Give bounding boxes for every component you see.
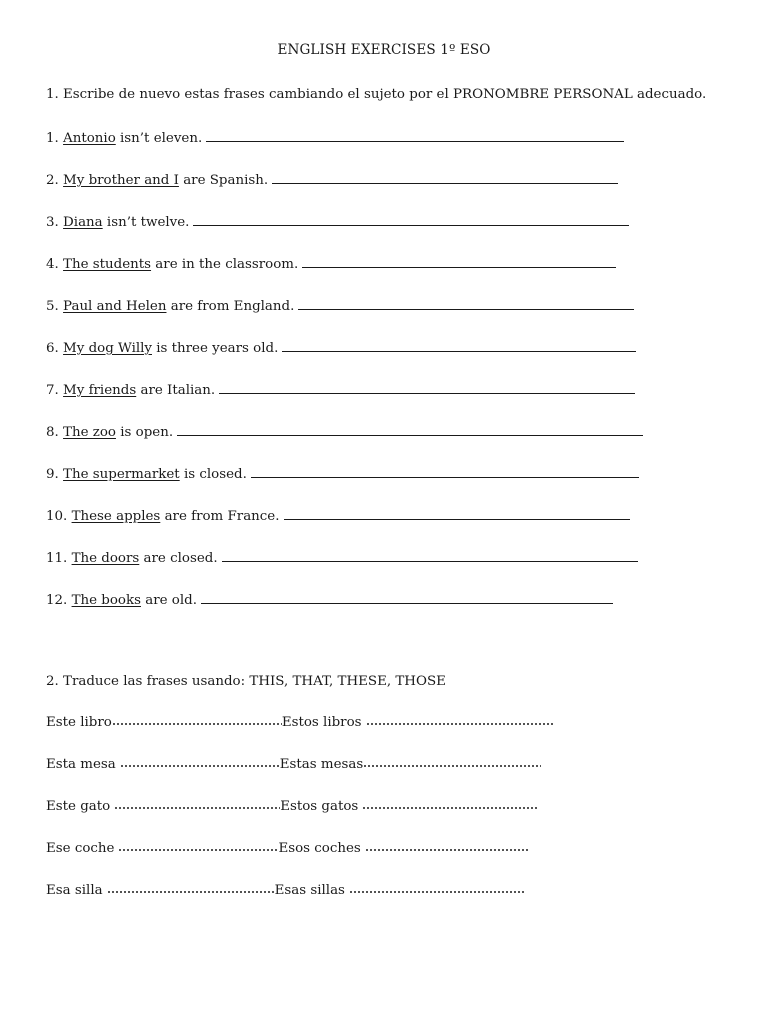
translation-left: Este libro bbox=[46, 715, 112, 730]
dotted-blank[interactable] bbox=[112, 722, 282, 726]
item-number: 1. bbox=[46, 131, 59, 146]
answer-blank[interactable] bbox=[206, 128, 624, 142]
dotted-blank[interactable] bbox=[362, 806, 538, 810]
item-number: 2. bbox=[46, 173, 59, 188]
answer-blank[interactable] bbox=[177, 422, 643, 436]
item-subject: The supermarket bbox=[63, 467, 180, 482]
item-number: 5. bbox=[46, 299, 59, 314]
exercise-item bbox=[46, 422, 643, 442]
item-rest: are in the classroom. bbox=[151, 257, 299, 272]
exercise-item bbox=[46, 380, 635, 400]
translation-right: Esas sillas bbox=[274, 883, 345, 898]
translation-left: Este gato bbox=[46, 799, 111, 814]
item-rest: are Italian. bbox=[136, 383, 216, 398]
item-subject: My friends bbox=[63, 383, 137, 398]
answer-blank[interactable] bbox=[302, 254, 616, 268]
item-number: 11. bbox=[46, 551, 68, 566]
item-rest: isn’t twelve. bbox=[102, 215, 190, 230]
dotted-blank[interactable] bbox=[118, 848, 278, 852]
dotted-blank[interactable] bbox=[366, 722, 554, 726]
item-subject: These apples bbox=[71, 509, 161, 524]
translation-row bbox=[46, 756, 541, 774]
exercise-item bbox=[46, 548, 638, 568]
item-number: 4. bbox=[46, 257, 59, 272]
item-rest: are closed. bbox=[139, 551, 218, 566]
answer-blank[interactable] bbox=[284, 506, 630, 520]
answer-blank[interactable] bbox=[272, 170, 618, 184]
item-rest: is closed. bbox=[179, 467, 247, 482]
item-rest: is three years old. bbox=[151, 341, 279, 356]
exercise-item bbox=[46, 128, 624, 148]
item-number: 12. bbox=[46, 593, 68, 608]
exercise-item bbox=[46, 212, 629, 232]
item-subject: Paul and Helen bbox=[63, 299, 167, 314]
answer-blank[interactable] bbox=[193, 212, 629, 226]
translation-row bbox=[46, 798, 538, 816]
answer-blank[interactable] bbox=[201, 590, 613, 604]
exercise-item bbox=[46, 506, 630, 526]
answer-blank[interactable] bbox=[282, 338, 636, 352]
section1-instruction: 1. Escribe de nuevo estas frases cambiando el sujeto por el PRONOMBRE PERSONAL adecuado. bbox=[46, 87, 707, 102]
exercise-item bbox=[46, 338, 636, 358]
answer-blank[interactable] bbox=[298, 296, 634, 310]
item-subject: The students bbox=[63, 257, 152, 272]
dotted-blank[interactable] bbox=[114, 806, 280, 810]
item-subject: The books bbox=[71, 593, 141, 608]
item-number: 6. bbox=[46, 341, 59, 356]
dotted-blank[interactable] bbox=[120, 764, 280, 768]
item-rest: are from France. bbox=[160, 509, 280, 524]
answer-blank[interactable] bbox=[251, 464, 639, 478]
item-number: 10. bbox=[46, 509, 68, 524]
item-subject: Diana bbox=[63, 215, 103, 230]
item-rest: isn’t eleven. bbox=[115, 131, 203, 146]
translation-right: Estas mesas bbox=[279, 757, 364, 772]
translation-right: Estos gatos bbox=[280, 799, 359, 814]
item-subject: The doors bbox=[71, 551, 140, 566]
item-rest: are old. bbox=[140, 593, 197, 608]
translation-left: Ese coche bbox=[46, 841, 115, 856]
exercise-item bbox=[46, 590, 613, 610]
item-number: 3. bbox=[46, 215, 59, 230]
dotted-blank[interactable] bbox=[365, 848, 529, 852]
dotted-blank[interactable] bbox=[349, 890, 525, 894]
translation-left: Esa silla bbox=[46, 883, 103, 898]
page-title: ENGLISH EXERCISES 1º ESO bbox=[277, 42, 491, 58]
translation-row bbox=[46, 840, 529, 858]
item-subject: My dog Willy bbox=[63, 341, 152, 356]
exercise-item bbox=[46, 170, 618, 190]
translation-right: Esos coches bbox=[278, 841, 361, 856]
item-rest: are from England. bbox=[166, 299, 295, 314]
answer-blank[interactable] bbox=[219, 380, 635, 394]
answer-blank[interactable] bbox=[222, 548, 638, 562]
section2-instruction: 2. Traduce las frases usando: THIS, THAT, THESE, THOSE bbox=[46, 674, 446, 689]
item-subject: My brother and I bbox=[63, 173, 179, 188]
item-rest: are Spanish. bbox=[178, 173, 269, 188]
item-number: 9. bbox=[46, 467, 59, 482]
exercise-item bbox=[46, 254, 616, 274]
dotted-blank[interactable] bbox=[107, 890, 275, 894]
translation-left: Esta mesa bbox=[46, 757, 116, 772]
item-number: 7. bbox=[46, 383, 59, 398]
translation-right: Estos libros bbox=[281, 715, 362, 730]
exercise-item bbox=[46, 296, 634, 316]
item-rest: is open. bbox=[115, 425, 174, 440]
item-number: 8. bbox=[46, 425, 59, 440]
item-subject: Antonio bbox=[63, 131, 116, 146]
translation-row bbox=[46, 714, 554, 732]
translation-row bbox=[46, 882, 525, 900]
exercise-item bbox=[46, 464, 639, 484]
dotted-blank[interactable] bbox=[363, 764, 541, 768]
item-subject: The zoo bbox=[63, 425, 116, 440]
